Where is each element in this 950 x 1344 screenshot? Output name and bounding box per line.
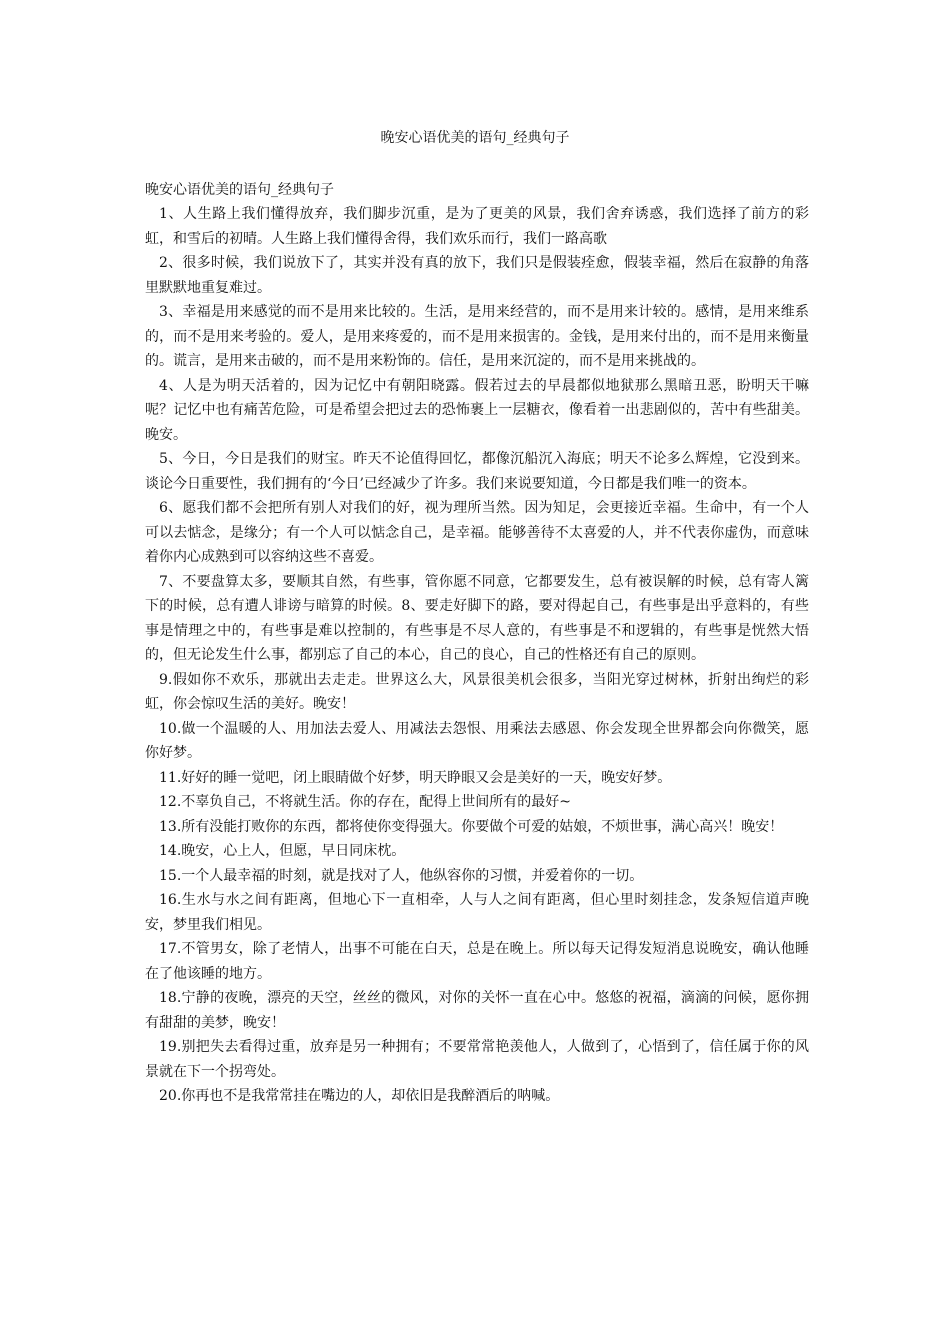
paragraph-17: 17.不管男女，除了老情人，出事不可能在白天，总是在晚上。所以每天记得发短消息说晚安，确认他睡在了他该睡的地方。: [145, 941, 809, 982]
document-subtitle: 晚安心语优美的语句_经典句子: [145, 182, 334, 198]
paragraph-14: 14.晚安，心上人，但愿，早日同床枕。: [159, 843, 406, 859]
paragraph-2: 2、很多时候，我们说放下了，其实并没有真的放下，我们只是假装痊愈，假装幸福，然后在寂静的角落里默默地重复难过。: [145, 255, 809, 296]
paragraph-15: 15.一个人最幸福的时刻，就是找对了人，他纵容你的习惯，并爱着你的一切。: [159, 867, 644, 884]
paragraph-11: 11.好好的睡一觉吧，闭上眼睛做个好梦，明天睁眼又会是美好的一天，晚安好梦。: [159, 769, 672, 786]
document-body: [145, 178, 809, 1109]
paragraph-13: 13.所有没能打败你的东西，都将使你变得强大。你要做个可爱的姑娘，不烦世事，满心高兴！晚安！: [159, 818, 784, 835]
paragraph-7: 7、不要盘算太多，要顺其自然，有些事，管你愿不同意，它都要发生，总有被误解的时候，总有寄人篱下的时候，总有遭人诽谤与暗算的时候。8、要走好脚下的路，要对得起自己，有些事是出乎意料的，有些事是情理之中的，有些事是难以控制的，有些事是不尽人意的，有些事是不和逻辑的，有些事是恍然大悟的，但无论发生什么事，都别忘了自己的本心，自己的良心，自己的性格还有自己的原则。: [145, 573, 809, 663]
paragraph-16: 16.生水与水之间有距离，但地心下一直相牵，人与人之间有距离，但心里时刻挂念，发条短信道声晚安，梦里我们相见。: [145, 892, 809, 933]
paragraph-20: 20.你再也不是我常常挂在嘴边的人，却依旧是我醉酒后的呐喊。: [159, 1088, 560, 1104]
paragraph-9: 9.假如你不欢乐，那就出去走走。世界这么大，风景很美机会很多，当阳光穿过树林，折射出绚烂的彩虹，你会惊叹生活的美好。晚安！: [145, 671, 809, 712]
paragraph-6: 6、愿我们都不会把所有别人对我们的好，视为理所当然。因为知足，会更接近幸福。生命中，有一个人可以去惦念，是缘分；有一个人可以惦念自己，是幸福。能够善待不太喜爱的人，并不代表你虚伪，而意味着你内心成熟到可以容纳这些不喜爱。: [145, 500, 809, 565]
paragraph-10: 10.做一个温暖的人、用加法去爱人、用减法去怨恨、用乘法去感恩、你会发现全世界都会向你微笑，愿你好梦。: [145, 720, 809, 761]
paragraph-4: 4、人是为明天活着的，因为记忆中有朝阳晓露。假若过去的早晨都似地狱那么黑暗丑恶，盼明天干嘛呢？记忆中也有痛苦危险，可是希望会把过去的恐怖裹上一层糖衣，像看着一出悲剧似的，苦中有些甜美。晚安。: [145, 377, 809, 443]
document-title: 晚安心语优美的语句_经典句子: [380, 130, 570, 146]
paragraph-3: 3、幸福是用来感觉的而不是用来比较的。生活，是用来经营的，而不是用来计较的。感情，是用来维系的，而不是用来考验的。爱人，是用来疼爱的，而不是用来损害的。金钱，是用来付出的，而不是用来衡量的。谎言，是用来击破的，而不是用来粉饰的。信任，是用来沉淀的，而不是用来挑战的。: [145, 304, 809, 369]
paragraph-19: 19.别把失去看得过重，放弃是另一种拥有；不要常常艳羡他人，人做到了，心悟到了，信任属于你的风景就在下一个拐弯处。: [145, 1039, 809, 1080]
paragraph-1: 1、人生路上我们懂得放弃，我们脚步沉重，是为了更美的风景，我们舍弃诱惑，我们选择了前方的彩虹，和雪后的初晴。人生路上我们懂得舍得，我们欢乐而行，我们一路高歌: [145, 206, 809, 247]
paragraph-5: 5、今日，今日是我们的财宝。昨天不论值得回忆，都像沉船沉入海底；明天不论多么辉煌，它没到来。谈论今日重要性，我们拥有的‘今日’已经减少了许多。我们来说要知道，今日都是我们唯一的资本。: [145, 451, 809, 492]
paragraph-18: 18.宁静的夜晚，漂亮的天空，丝丝的微风，对你的关怀一直在心中。悠悠的祝福，滴滴的问候，愿你拥有甜甜的美梦，晚安！: [145, 990, 809, 1031]
paragraph-12: 12.不辜负自己，不将就生活。你的存在，配得上世间所有的最好~: [159, 794, 571, 810]
